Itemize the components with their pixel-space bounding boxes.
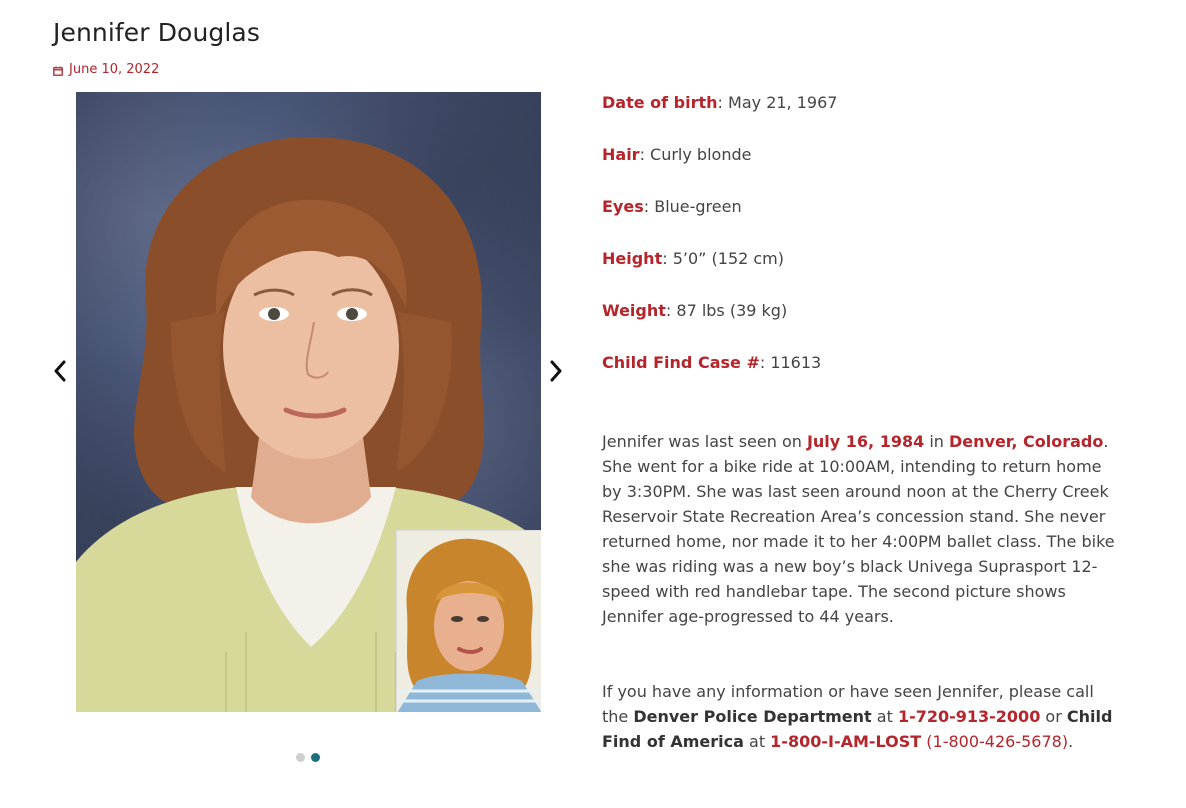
field-value: : 11613 [759,353,822,372]
field-label: Date of birth [602,93,718,112]
field-value: : 5’0” (152 cm) [662,249,785,268]
contact-paragraph [602,679,1122,754]
field-value: : 87 lbs (39 kg) [665,301,788,320]
story-text: . She went for a bike ride at 10:00AM, intending to return home by 3:30PM. She was last seen around noon at the Cherry Creek Reservoir State Recreation Area’s concession stand. She never returned home, nor made it to her 4:00PM ballet class. The bike she was riding was a new boy’s black Univega Suprasport 12-speed with red handlebar tape. The second picture shows Jennifer age-progressed to 44 years. [602,432,1115,626]
chevron-left-icon [53,360,67,382]
post-title: Jennifer Douglas [53,18,260,47]
contact-text: or [1040,707,1067,726]
carousel-slide-age-progressed-photo [76,92,541,712]
contact-phone-childfind[interactable]: 1-800-I-AM-LOST [770,732,922,751]
contact-text: If you have any information or have seen Jennifer, please call the [602,682,1094,726]
carousel-next-button[interactable] [546,354,566,388]
field-weight [602,298,1122,323]
carousel-dot-2[interactable] [311,753,320,762]
story-text: Jennifer was last seen on [602,432,807,451]
field-label: Hair [602,145,640,164]
field-value: : Curly blonde [639,145,752,164]
story-text: in [924,432,949,451]
contact-org-childfind: Child Find of America [602,707,1113,751]
field-date-of-birth [602,90,1122,115]
field-value: : May 21, 1967 [717,93,838,112]
carousel-prev-button[interactable] [50,354,70,388]
photo-carousel [0,92,590,782]
field-label: Child Find Case # [602,353,760,372]
contact-phone-police[interactable]: 1-720-913-2000 [897,707,1041,726]
chevron-right-icon [549,360,563,382]
contact-text: at [871,707,898,726]
field-label: Weight [602,301,666,320]
post-date-text: June 10, 2022 [69,62,160,77]
field-hair [602,142,1122,167]
last-seen-place: Denver, Colorado [949,432,1104,451]
inset-photo-original [396,530,541,712]
field-eyes [602,194,1122,219]
carousel-dot-1[interactable] [296,753,305,762]
post-date [53,62,159,77]
contact-text: at [743,732,771,751]
field-label: Eyes [602,197,644,216]
field-label: Height [602,249,663,268]
contact-phone-childfind-number[interactable]: (1-800-426-5678) [921,732,1069,751]
field-height [602,246,1122,271]
field-value: : Blue-green [643,197,742,216]
contact-org-police: Denver Police Department [633,707,872,726]
contact-text: . [1068,732,1074,751]
original-portrait [397,531,541,712]
calendar-icon [53,65,63,75]
last-seen-date: July 16, 1984 [806,432,925,451]
field-case-number [602,350,1122,375]
case-details [602,90,1122,754]
story-paragraph [602,429,1122,629]
carousel-pagination [296,753,320,762]
